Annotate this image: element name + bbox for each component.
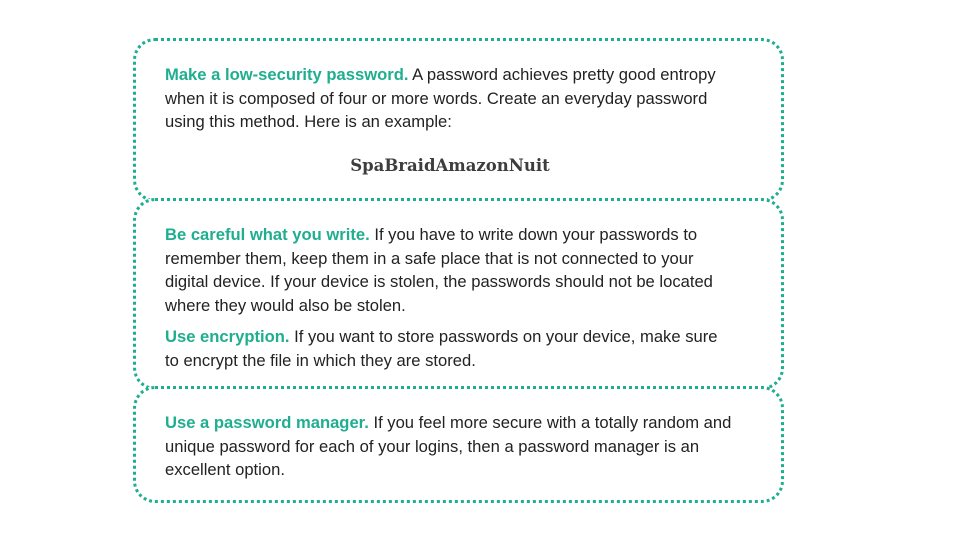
tip-card-writing-and-encryption (133, 198, 784, 390)
tip-card-password-manager (133, 386, 784, 503)
tip-low-security-password (165, 63, 735, 134)
tip-use-encryption (165, 325, 735, 372)
tip-heading: Make a low-security password. (165, 65, 409, 84)
tip-heading: Be careful what you write. (165, 225, 370, 244)
tip-text: If you want to store passwords on your device, make sure to encrypt the file in which they are stored. (165, 327, 718, 370)
tip-text: A password achieves pretty good entropy when it is composed of four or more words. Create an everyday password using this method. Here is an example: (165, 65, 716, 131)
tip-card-low-security-password (133, 38, 784, 202)
tip-heading: Use encryption. (165, 327, 290, 346)
tip-text: If you have to write down your passwords to remember them, keep them in a safe place that is not connected to your digital device. If your device is stolen, the passwords should not be located where they would also be stolen. (165, 225, 713, 315)
tip-password-manager (165, 411, 735, 482)
tip-text: If you feel more secure with a totally random and unique password for each of your logins, then a password manager is an excellent option. (165, 413, 732, 479)
example-password: SpaBraidAmazonNuit (350, 155, 550, 175)
tip-careful-writing (165, 223, 735, 317)
tip-heading: Use a password manager. (165, 413, 369, 432)
